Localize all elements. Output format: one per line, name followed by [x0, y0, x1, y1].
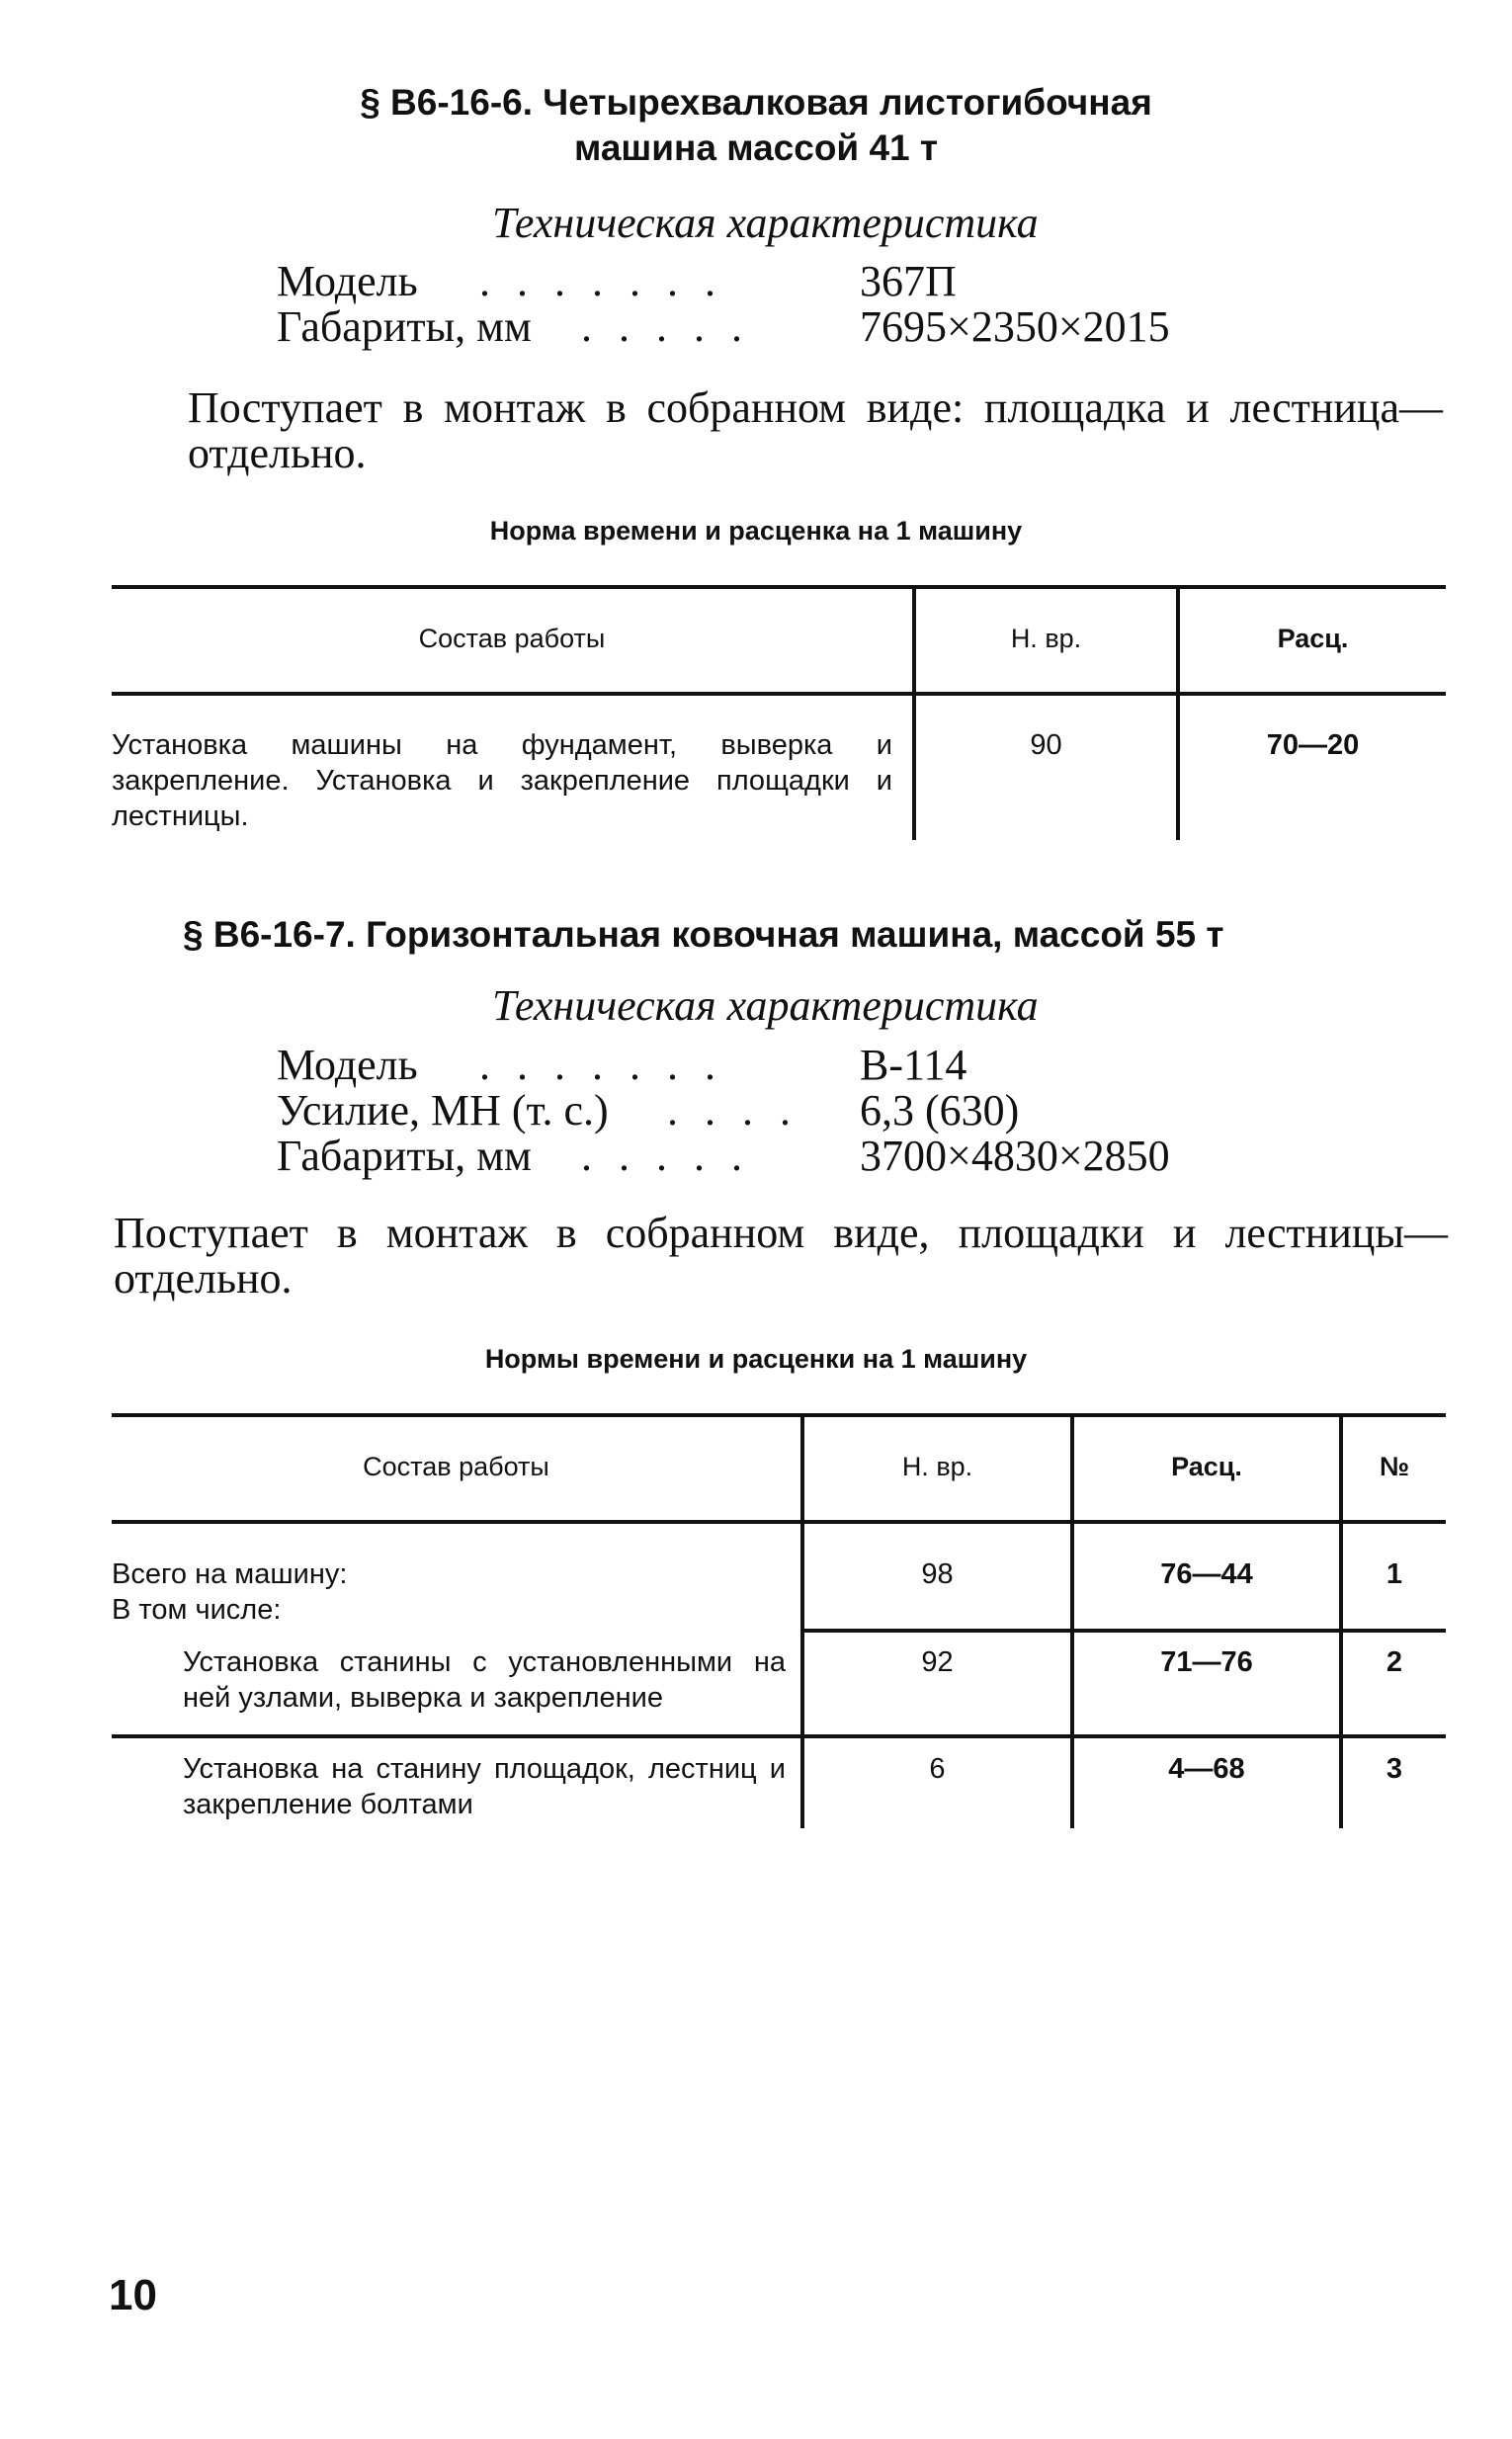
table-cell-work: Всего на машину: [112, 1558, 348, 1590]
table-header-number: № [1379, 1452, 1410, 1481]
section1-table-caption: Норма времени и расценка на 1 машину [489, 516, 1023, 546]
table-cell-work: Установка станины с установленными на ней узлами, выверка и закрепление [183, 1646, 786, 1714]
table-header-time: Н. вр. [1010, 624, 1082, 653]
table-cell-time: 90 [1030, 729, 1062, 761]
table-cell-number: 1 [1386, 1558, 1403, 1590]
spec-dots: . . . . . [581, 302, 750, 351]
spec-dots: . . . . . . . [479, 1041, 723, 1089]
table-cell-rate: 4—68 [1168, 1753, 1245, 1785]
table-cell-time: 6 [929, 1753, 946, 1785]
section2-paragraph: Поступает в монтаж в собранном виде, площадки и лестницы—отдельно. [114, 1209, 1448, 1303]
table-cell-number: 3 [1386, 1753, 1403, 1785]
table-header-work: Состав работы [418, 624, 606, 653]
table-cell-work-sub: В том числе: [112, 1594, 282, 1626]
table-header-rate: Расц. [1171, 1452, 1242, 1481]
section2-spec-list [277, 1043, 1265, 1181]
spec-value-dimensions: 7695×2350×2015 [860, 302, 1170, 351]
section1-title-line2: машина массой 41 т [573, 127, 939, 168]
spec-label-dimensions: Габариты, мм [277, 1132, 532, 1180]
spec-dots: . . . . [667, 1086, 798, 1135]
section1-subtitle: Техническая характеристика [492, 199, 1039, 247]
table-header-work: Состав работы [363, 1452, 549, 1481]
spec-value-force: 6,3 (630) [860, 1086, 1020, 1135]
table-rule [112, 585, 1446, 589]
table-cell-time: 98 [921, 1558, 954, 1590]
section2-subtitle: Техническая характеристика [492, 981, 1039, 1030]
section1-paragraph: Поступает в монтаж в собранном виде: площадка и лестница—отдельно. [188, 383, 1443, 477]
table-rule [800, 1629, 1446, 1633]
spec-dots: . . . . . [581, 1132, 750, 1180]
spec-value-model: 367П [860, 257, 957, 305]
table-cell-work: Установка на станину площадок, лестниц и закрепление болтами [183, 1753, 786, 1820]
table-cell-number: 2 [1386, 1646, 1403, 1678]
spec-label-dimensions: Габариты, мм [277, 302, 532, 351]
table-cell-work: Установка машины на фундамент, выверка и закрепление. Установка и закрепление площадки и лестницы. [112, 729, 892, 832]
spec-label-model: Модель [277, 257, 418, 305]
section2-table-caption: Нормы времени и расценки на 1 машину [484, 1344, 1028, 1374]
table-header-time: Н. вр. [901, 1452, 973, 1481]
table-rule [112, 692, 1446, 696]
table-cell-time: 92 [921, 1646, 954, 1678]
table-rule [112, 1734, 1446, 1738]
section2-title: § В6-16-7. Горизонтальная ковочная машина, массой 55 т [183, 914, 1224, 955]
table-cell-rate: 76—44 [1160, 1558, 1253, 1590]
spec-value-model: В-114 [860, 1041, 967, 1089]
spec-label-model: Модель [277, 1041, 418, 1089]
table-cell-rate: 71—76 [1160, 1646, 1253, 1678]
table-rule [112, 1413, 1446, 1417]
spec-label-force: Усилие, МН (т. с.) [277, 1086, 609, 1135]
spec-value-dimensions: 3700×4830×2850 [860, 1132, 1170, 1180]
table-rule [112, 1520, 1446, 1524]
spec-dots: . . . . . . . [479, 257, 723, 305]
section1-title-line1: § В6-16-6. Четырехвалковая листогибочная [360, 82, 1152, 123]
table-header-rate: Расц. [1277, 624, 1349, 653]
section1-spec-list [277, 259, 1265, 358]
page-number: 10 [109, 2271, 157, 2319]
table-cell-rate: 70—20 [1266, 729, 1360, 761]
